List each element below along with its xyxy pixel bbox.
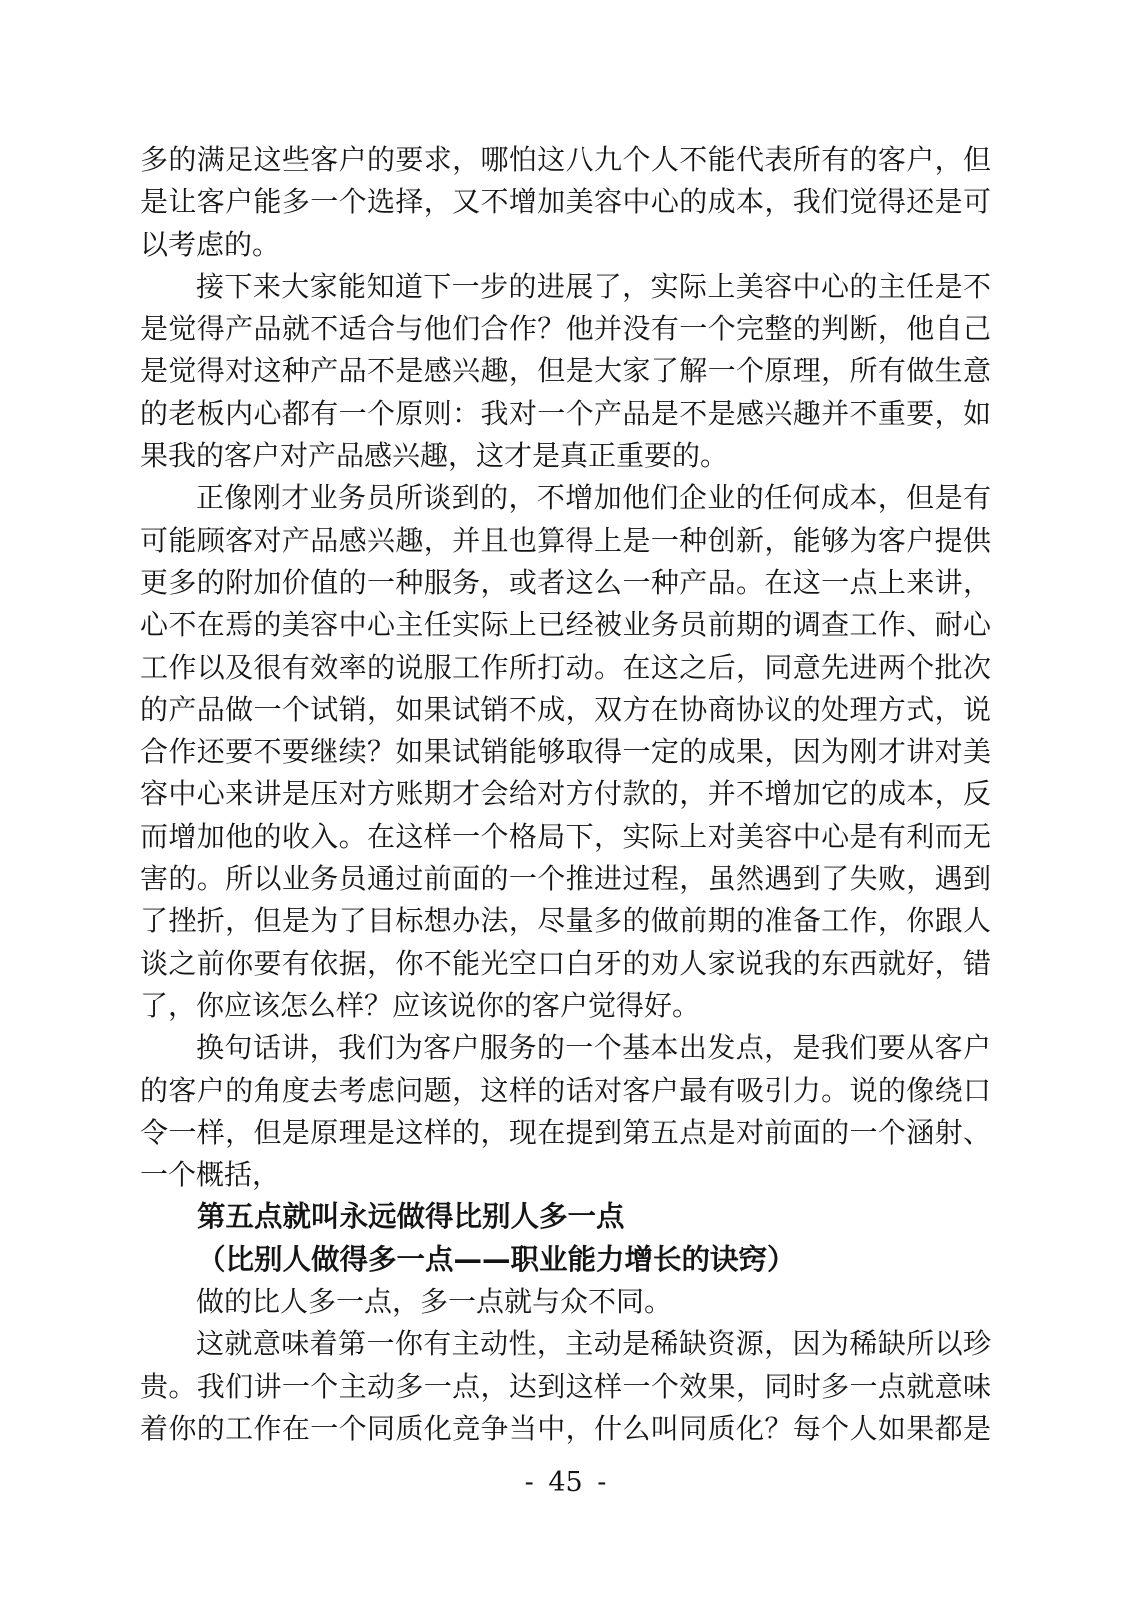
text-line: 贵。我们讲一个主动多一点，达到这样一个效果，同时多一点就意味: [140, 1369, 991, 1403]
text-line: 了挫折，但是为了目标想办法，尽量多的做前期的准备工作，你跟人: [140, 904, 991, 938]
paragraph-next-step: [140, 266, 991, 477]
text-line: 第五点就叫永远做得比别人多一点: [197, 1200, 625, 1234]
text-line: 更多的附加价值的一种服务，或者这么一种产品。在这一点上来讲，: [140, 565, 991, 599]
text-line: 以考虑的。: [140, 227, 281, 261]
text-line: 果我的客户对产品感兴趣，这才是真正重要的。: [140, 439, 729, 473]
text-line: 的产品做一个试销，如果试销不成，双方在协商协议的处理方式，说: [140, 692, 991, 726]
text-line: 了，你应该怎么样？应该说你的客户觉得好。: [140, 988, 701, 1022]
text-line: 做的比人多一点，多一点就与众不同。: [196, 1285, 673, 1319]
text-line: 是觉得产品就不适合与他们合作？他并没有一个完整的判断，他自己: [140, 312, 991, 346]
text-line: 合作还要不要继续？如果试销能够取得一定的成果，因为刚才讲对美: [140, 735, 991, 769]
paragraph-salesman-discussion: [140, 477, 991, 1027]
text-line: 是觉得对这种产品不是感兴趣，但是大家了解一个原理，所有做生意: [140, 354, 991, 388]
text-line: 多的满足这些客户的要求，哪怕这八九个人不能代表所有的客户，但: [140, 143, 991, 176]
heading-point-five-subtitle: [140, 1239, 991, 1281]
paragraph-customer-perspective: [140, 1027, 991, 1196]
page-number: - 45 -: [524, 1467, 607, 1498]
text-line: 正像刚才业务员所谈到的，不增加他们企业的任何成本，但是有: [196, 481, 991, 515]
text-line: 可能顾客对产品感兴趣，并且也算得上是一种创新，能够为客户提供: [140, 523, 991, 557]
text-line: 是让客户能多一个选择，又不增加美容中心的成本，我们觉得还是可: [140, 185, 991, 219]
text-line: 换句话讲，我们为客户服务的一个基本出发点，是我们要从客户: [196, 1031, 991, 1065]
text-line: 这就意味着第一你有主动性，主动是稀缺资源，因为稀缺所以珍: [196, 1327, 991, 1361]
text-column: [140, 139, 991, 1450]
text-line: 令一样，但是原理是这样的，现在提到第五点是对前面的一个涵射、: [140, 1115, 991, 1149]
text-line: 害的。所以业务员通过前面的一个推进过程，虽然遇到了失败，遇到: [140, 862, 991, 896]
text-line: （比别人做得多一点——职业能力增长的诀窍）: [197, 1242, 796, 1276]
text-line: 接下来大家能知道下一步的进展了，实际上美容中心的主任是不: [196, 269, 991, 303]
text-line: 而增加他的收入。在这样一个格局下，实际上对美容中心是有利而无: [140, 819, 991, 853]
paragraph-initiative-scarce-resource: [140, 1323, 991, 1450]
paragraph-do-more: [140, 1281, 991, 1323]
paragraph-continuation-from-previous-page: [140, 139, 991, 266]
text-line: 心不在焉的美容中心主任实际上已经被业务员前期的调查工作、耐心: [140, 608, 991, 642]
text-line: 工作以及很有效率的说服工作所打动。在这之后，同意先进两个批次: [140, 650, 991, 684]
text-line: 的客户的角度去考虑问题，这样的话对客户最有吸引力。说的像绕口: [140, 1073, 991, 1107]
text-line: 一个概括，: [140, 1158, 281, 1192]
heading-point-five: [140, 1196, 991, 1238]
text-line: 谈之前你要有依据，你不能光空口白牙的劝人家说我的东西就好，错: [140, 946, 991, 980]
text-line: 容中心来讲是压对方账期才会给对方付款的，并不增加它的成本，反: [140, 777, 991, 811]
text-line: 的老板内心都有一个原则：我对一个产品是不是感兴趣并不重要，如: [140, 396, 991, 430]
text-line: 着你的工作在一个同质化竞争当中，什么叫同质化？每个人如果都是: [140, 1411, 991, 1445]
